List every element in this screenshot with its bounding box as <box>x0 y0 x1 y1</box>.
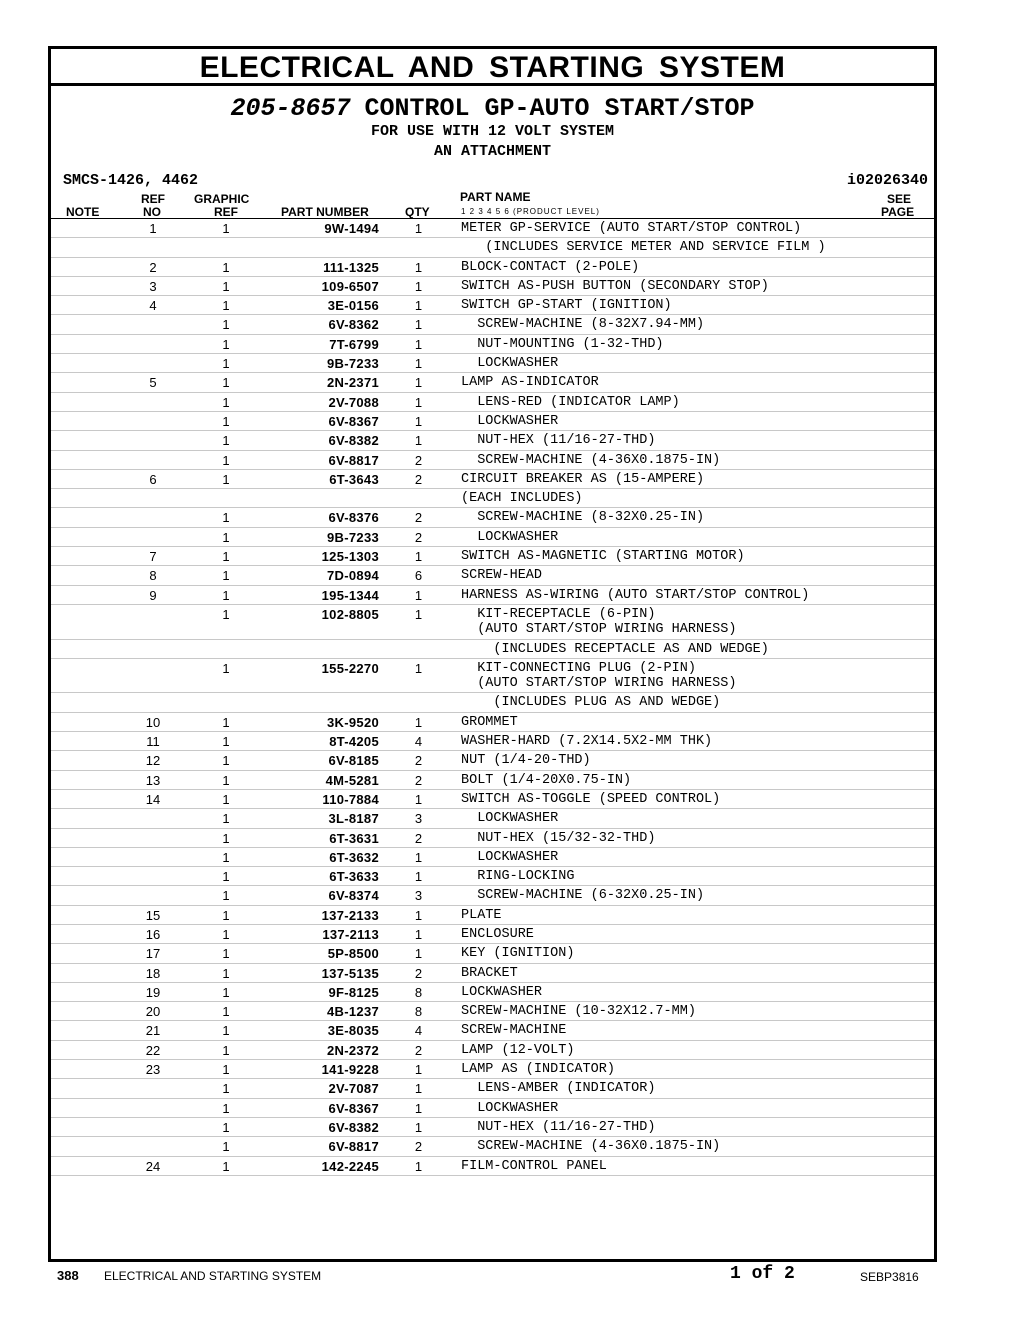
ref-number: 14 <box>145 791 161 807</box>
table-row <box>51 944 934 963</box>
ref-number: 8 <box>149 568 157 584</box>
part-name: LOCKWASHER <box>461 849 559 865</box>
col-part-name: PART NAME <box>460 190 531 204</box>
part-number: 6T-3643 <box>329 471 379 487</box>
table-row <box>51 925 934 944</box>
smcs-row <box>51 168 934 192</box>
quantity: 3 <box>414 811 423 827</box>
document-id: SEBP3816 <box>860 1270 919 1284</box>
graphic-ref: 1 <box>222 336 230 352</box>
graphic-ref: 1 <box>222 791 230 807</box>
graphic-ref: 1 <box>222 869 230 885</box>
table-row <box>51 809 934 828</box>
ref-number: 21 <box>145 1023 161 1039</box>
part-name: LENS-AMBER (INDICATOR) <box>461 1081 656 1097</box>
col-ref-bottom: NO <box>143 205 161 219</box>
col-part-number: PART NUMBER <box>281 205 369 219</box>
quantity: 1 <box>414 221 423 236</box>
part-number: 155-2270 <box>321 660 379 676</box>
quantity: 1 <box>414 1119 423 1135</box>
table-row <box>51 412 934 431</box>
parts-table <box>51 219 934 1176</box>
table-row <box>51 964 934 983</box>
graphic-ref: 1 <box>222 1158 230 1174</box>
part-number: 3E-8035 <box>327 1023 379 1039</box>
col-note: NOTE <box>66 205 100 219</box>
table-row <box>51 354 934 373</box>
part-number: 9B-7233 <box>327 356 379 372</box>
graphic-ref: 1 <box>222 849 230 865</box>
part-number: 6V-8817 <box>328 452 379 468</box>
quantity: 1 <box>414 394 423 410</box>
quantity: 2 <box>414 452 423 468</box>
part-name: BOLT (1/4-20X0.75-IN) <box>461 772 632 788</box>
quantity: 2 <box>414 510 423 526</box>
table-row <box>51 238 934 257</box>
part-number: 125-1303 <box>321 549 379 565</box>
part-number: 3L-8187 <box>328 811 379 827</box>
table-row <box>51 373 934 392</box>
graphic-ref: 1 <box>222 1081 230 1097</box>
quantity: 1 <box>414 869 423 885</box>
part-name: SCREW-MACHINE (8-32X7.94-MM) <box>461 317 705 333</box>
quantity: 2 <box>414 830 423 846</box>
quantity: 1 <box>414 606 423 622</box>
part-number: 6T-3633 <box>329 869 379 885</box>
part-name: LENS-RED (INDICATOR LAMP) <box>461 394 680 410</box>
quantity: 1 <box>414 1158 423 1174</box>
table-row <box>51 258 934 277</box>
graphic-ref: 1 <box>222 1042 230 1058</box>
part-number: 3K-9520 <box>327 714 379 730</box>
table-row <box>51 906 934 925</box>
smcs-code: SMCS-1426, 4462 <box>63 172 199 189</box>
quantity: 2 <box>414 529 423 545</box>
col-see-bottom: PAGE <box>881 205 915 219</box>
part-number: 6T-3632 <box>329 849 379 865</box>
graphic-ref: 1 <box>222 830 230 846</box>
footer-section: ELECTRICAL AND STARTING SYSTEM <box>104 1269 322 1283</box>
table-row <box>51 566 934 585</box>
group-number: 205-8657 <box>230 94 351 123</box>
quantity: 3 <box>414 888 423 904</box>
part-name: (EACH INCLUDES) <box>461 491 583 507</box>
part-number: 142-2245 <box>321 1158 379 1174</box>
part-number: 6V-8382 <box>328 1119 379 1135</box>
part-name: GROMMET <box>461 714 518 730</box>
part-number: 7T-6799 <box>329 336 379 352</box>
graphic-ref: 1 <box>222 965 230 981</box>
part-number: 110-7884 <box>322 791 379 807</box>
graphic-ref: 1 <box>222 1062 230 1078</box>
part-number: 137-2133 <box>321 907 379 923</box>
part-name: SWITCH AS-PUSH BUTTON (SECONDARY STOP) <box>461 278 769 294</box>
quantity: 1 <box>414 278 423 294</box>
graphic-ref: 1 <box>222 221 230 236</box>
part-name: LOCKWASHER <box>461 811 559 827</box>
table-row <box>51 508 934 527</box>
table-row <box>51 586 934 605</box>
table-row <box>51 277 934 296</box>
quantity: 1 <box>414 907 423 923</box>
part-name: LOCKWASHER <box>461 1100 559 1116</box>
quantity: 2 <box>414 965 423 981</box>
table-row <box>51 790 934 809</box>
part-name: SCREW-MACHINE (4-36X0.1875-IN) <box>461 452 721 468</box>
part-name: SWITCH GP-START (IGNITION) <box>461 298 672 314</box>
graphic-ref: 1 <box>222 529 230 545</box>
graphic-ref: 1 <box>222 568 230 584</box>
quantity: 1 <box>414 946 423 962</box>
part-number: 9B-7233 <box>327 529 379 545</box>
table-row <box>51 771 934 790</box>
quantity: 1 <box>414 336 423 352</box>
graphic-ref: 1 <box>222 317 230 333</box>
table-row <box>51 431 934 450</box>
part-number: 2V-7087 <box>328 1081 379 1097</box>
part-name: LAMP AS (INDICATOR) <box>461 1062 615 1078</box>
graphic-ref: 1 <box>222 394 230 410</box>
part-name: LAMP (12-VOLT) <box>461 1042 575 1058</box>
table-row <box>51 693 934 712</box>
part-number: 2V-7088 <box>328 394 379 410</box>
ref-number: 18 <box>145 965 161 981</box>
ref-number: 23 <box>145 1062 161 1078</box>
part-name: HARNESS AS-WIRING (AUTO START/STOP CONTROL) <box>461 587 810 603</box>
page-number: 388 <box>57 1268 79 1283</box>
part-name: SCREW-MACHINE (8-32X0.25-IN) <box>461 510 705 526</box>
graphic-ref: 1 <box>222 549 230 565</box>
quantity: 1 <box>414 849 423 865</box>
part-number: 2N-2371 <box>327 375 379 391</box>
group-title <box>51 96 934 122</box>
graphic-ref: 1 <box>222 907 230 923</box>
table-row <box>51 605 934 640</box>
part-number: 6V-8374 <box>328 888 379 904</box>
attachment-note: AN ATTACHMENT <box>433 143 552 160</box>
graphic-ref: 1 <box>222 1139 230 1155</box>
part-number: 195-1344 <box>321 587 379 603</box>
table-row <box>51 848 934 867</box>
illustration-id: i02026340 <box>846 172 928 189</box>
part-name: KEY (IGNITION) <box>461 946 575 962</box>
table-row <box>51 296 934 315</box>
part-name: LOCKWASHER <box>461 984 543 1000</box>
quantity: 1 <box>414 413 423 429</box>
part-name: WASHER-HARD (7.2X14.5X2-MM THK) <box>461 734 713 750</box>
part-name: (INCLUDES RECEPTACLE AS AND WEDGE) <box>461 641 769 657</box>
part-name: (INCLUDES PLUG AS AND WEDGE) <box>461 695 721 711</box>
part-name: LOCKWASHER <box>461 356 559 372</box>
page-footer <box>0 1266 1020 1290</box>
part-name: KIT-RECEPTACLE (6-PIN) (AUTO START/STOP WIRING HARNESS) <box>477 606 737 637</box>
ref-number: 1 <box>149 221 157 236</box>
graphic-ref: 1 <box>222 278 230 294</box>
table-row <box>51 751 934 770</box>
quantity: 1 <box>414 549 423 565</box>
table-row <box>51 1157 934 1176</box>
part-name: NUT-HEX (15/32-32-THD) <box>461 830 656 846</box>
quantity: 1 <box>414 259 423 275</box>
graphic-ref: 1 <box>222 606 230 622</box>
graphic-ref: 1 <box>222 888 230 904</box>
part-number: 6V-8367 <box>328 413 379 429</box>
part-number: 4M-5281 <box>325 772 379 788</box>
page-of: 1 of 2 <box>730 1264 795 1284</box>
part-number: 111-1325 <box>323 259 379 275</box>
table-row <box>51 640 934 659</box>
graphic-ref: 1 <box>222 1004 230 1020</box>
col-see-top: SEE <box>887 192 912 206</box>
part-number: 4B-1237 <box>327 1004 379 1020</box>
quantity: 8 <box>414 984 423 1000</box>
part-name: NUT (1/4-20-THD) <box>461 753 591 769</box>
graphic-ref: 1 <box>222 413 230 429</box>
graphic-ref: 1 <box>222 375 230 391</box>
part-number: 6V-8382 <box>328 433 379 449</box>
graphic-ref: 1 <box>222 433 230 449</box>
page-frame <box>48 46 937 1262</box>
quantity: 2 <box>414 1139 423 1155</box>
ref-number: 13 <box>145 772 161 788</box>
part-name: NUT-MOUNTING (1-32-THD) <box>461 336 664 352</box>
quantity: 1 <box>414 433 423 449</box>
table-header <box>51 192 934 219</box>
table-row <box>51 983 934 1002</box>
table-row <box>51 1079 934 1098</box>
graphic-ref: 1 <box>222 356 230 372</box>
ref-number: 6 <box>149 471 157 487</box>
part-name: CIRCUIT BREAKER AS (15-AMPERE) <box>461 471 705 487</box>
part-name: NUT-HEX (11/16-27-THD) <box>461 433 656 449</box>
quantity: 2 <box>414 1042 423 1058</box>
ref-number: 19 <box>145 984 161 1000</box>
group-name: CONTROL GP-AUTO START/STOP <box>364 94 755 123</box>
part-name: PLATE <box>461 907 502 923</box>
ref-number: 4 <box>149 298 157 314</box>
part-name: NUT-HEX (11/16-27-THD) <box>461 1119 656 1135</box>
table-row <box>51 489 934 508</box>
quantity: 1 <box>414 587 423 603</box>
part-name: KIT-CONNECTING PLUG (2-PIN) (AUTO START/STOP WIRING HARNESS) <box>477 660 737 691</box>
quantity: 1 <box>414 1100 423 1116</box>
part-name: BLOCK-CONTACT (2-POLE) <box>461 259 640 275</box>
ref-number: 7 <box>149 549 157 565</box>
table-row <box>51 547 934 566</box>
part-number: 3E-0156 <box>327 298 379 314</box>
quantity: 2 <box>414 471 423 487</box>
ref-number: 12 <box>145 753 161 769</box>
quantity: 1 <box>414 317 423 333</box>
graphic-ref: 1 <box>222 753 230 769</box>
part-name: SCREW-HEAD <box>461 568 543 584</box>
part-number: 6V-8185 <box>328 753 379 769</box>
part-number: 109-6507 <box>321 278 379 294</box>
col-graphic-top: GRAPHIC <box>194 192 250 206</box>
table-row <box>51 315 934 334</box>
part-number: 6T-3631 <box>329 830 379 846</box>
table-row <box>51 886 934 905</box>
quantity: 1 <box>414 1062 423 1078</box>
graphic-ref: 1 <box>222 510 230 526</box>
graphic-ref: 1 <box>222 452 230 468</box>
table-row <box>51 1002 934 1021</box>
part-name: SWITCH AS-TOGGLE (SPEED CONTROL) <box>461 791 721 807</box>
part-name: LAMP AS-INDICATOR <box>461 375 599 391</box>
graphic-ref: 1 <box>222 1023 230 1039</box>
graphic-ref: 1 <box>222 946 230 962</box>
part-number: 6V-8376 <box>328 510 379 526</box>
part-name: SWITCH AS-MAGNETIC (STARTING MOTOR) <box>461 549 745 565</box>
quantity: 1 <box>414 714 423 730</box>
table-row <box>51 219 934 238</box>
part-number: 6V-8817 <box>328 1139 379 1155</box>
table-row <box>51 393 934 412</box>
quantity: 2 <box>414 753 423 769</box>
col-product-levels: 1 2 3 4 5 6 (PRODUCT LEVEL) <box>461 207 600 216</box>
ref-number: 9 <box>149 587 157 603</box>
graphic-ref: 1 <box>222 1119 230 1135</box>
table-row <box>51 451 934 470</box>
graphic-ref: 1 <box>222 259 230 275</box>
part-name: METER GP-SERVICE (AUTO START/STOP CONTROL) <box>461 221 802 236</box>
table-row <box>51 829 934 848</box>
table-row <box>51 335 934 354</box>
ref-number: 16 <box>145 926 161 942</box>
table-row <box>51 1041 934 1060</box>
ref-number: 10 <box>145 714 161 730</box>
ref-number: 20 <box>145 1004 161 1020</box>
col-ref-top: REF <box>141 192 165 206</box>
part-name: ENCLOSURE <box>461 926 534 942</box>
graphic-ref: 1 <box>222 660 230 676</box>
part-name: SCREW-MACHINE <box>461 1023 567 1039</box>
graphic-ref: 1 <box>222 471 230 487</box>
ref-number: 3 <box>149 278 157 294</box>
table-row <box>51 1099 934 1118</box>
part-name: LOCKWASHER <box>461 413 559 429</box>
quantity: 1 <box>414 660 423 676</box>
quantity: 1 <box>414 791 423 807</box>
part-name: RING-LOCKING <box>461 869 575 885</box>
part-number: 5P-8500 <box>327 946 379 962</box>
part-number: 9W-1494 <box>324 221 379 236</box>
table-row <box>51 1137 934 1156</box>
ref-number: 15 <box>145 907 161 923</box>
quantity: 4 <box>414 734 423 750</box>
quantity: 6 <box>414 568 423 584</box>
quantity: 4 <box>414 1023 423 1039</box>
quantity: 1 <box>414 298 423 314</box>
graphic-ref: 1 <box>222 811 230 827</box>
table-row <box>51 867 934 886</box>
part-number: 8T-4205 <box>329 734 379 750</box>
graphic-ref: 1 <box>222 714 230 730</box>
part-number: 6V-8367 <box>328 1100 379 1116</box>
ref-number: 11 <box>146 734 160 750</box>
quantity: 1 <box>414 375 423 391</box>
part-number: 137-2113 <box>322 926 379 942</box>
quantity: 1 <box>414 356 423 372</box>
col-graphic-bottom: REF <box>214 205 238 219</box>
part-name: (INCLUDES SERVICE METER AND SERVICE FILM ) <box>461 240 826 256</box>
quantity: 8 <box>414 1004 423 1020</box>
quantity: 1 <box>414 926 423 942</box>
part-name: BRACKET <box>461 965 518 981</box>
section-title: ELECTRICAL AND STARTING SYSTEM <box>51 49 934 86</box>
col-qty: QTY <box>405 205 430 219</box>
table-row <box>51 470 934 489</box>
ref-number: 22 <box>145 1042 161 1058</box>
usage-note: FOR USE WITH 12 VOLT SYSTEM <box>370 123 615 140</box>
part-name: LOCKWASHER <box>461 529 559 545</box>
table-row <box>51 528 934 547</box>
graphic-ref: 1 <box>222 587 230 603</box>
part-number: 102-8805 <box>321 606 379 622</box>
table-row <box>51 1118 934 1137</box>
table-row <box>51 1060 934 1079</box>
graphic-ref: 1 <box>222 926 230 942</box>
part-number: 2N-2372 <box>327 1042 379 1058</box>
table-row <box>51 713 934 732</box>
part-number: 7D-0894 <box>327 568 379 584</box>
part-number: 137-5135 <box>321 965 379 981</box>
part-name: FILM-CONTROL PANEL <box>461 1158 607 1174</box>
table-row <box>51 1021 934 1040</box>
part-number: 141-9228 <box>321 1062 379 1078</box>
quantity: 1 <box>414 1081 423 1097</box>
ref-number: 17 <box>145 946 161 962</box>
graphic-ref: 1 <box>222 984 230 1000</box>
quantity: 2 <box>414 772 423 788</box>
graphic-ref: 1 <box>222 734 230 750</box>
graphic-ref: 1 <box>222 298 230 314</box>
ref-number: 2 <box>149 259 157 275</box>
ref-number: 24 <box>145 1158 161 1174</box>
ref-number: 5 <box>149 375 157 391</box>
table-row <box>51 732 934 751</box>
part-number: 9F-8125 <box>328 984 379 1000</box>
part-name: SCREW-MACHINE (6-32X0.25-IN) <box>461 888 705 904</box>
graphic-ref: 1 <box>222 772 230 788</box>
part-number: 6V-8362 <box>328 317 379 333</box>
part-name: SCREW-MACHINE (4-36X0.1875-IN) <box>461 1139 721 1155</box>
graphic-ref: 1 <box>222 1100 230 1116</box>
table-row <box>51 659 934 694</box>
part-name: SCREW-MACHINE (10-32X12.7-MM) <box>461 1004 696 1020</box>
